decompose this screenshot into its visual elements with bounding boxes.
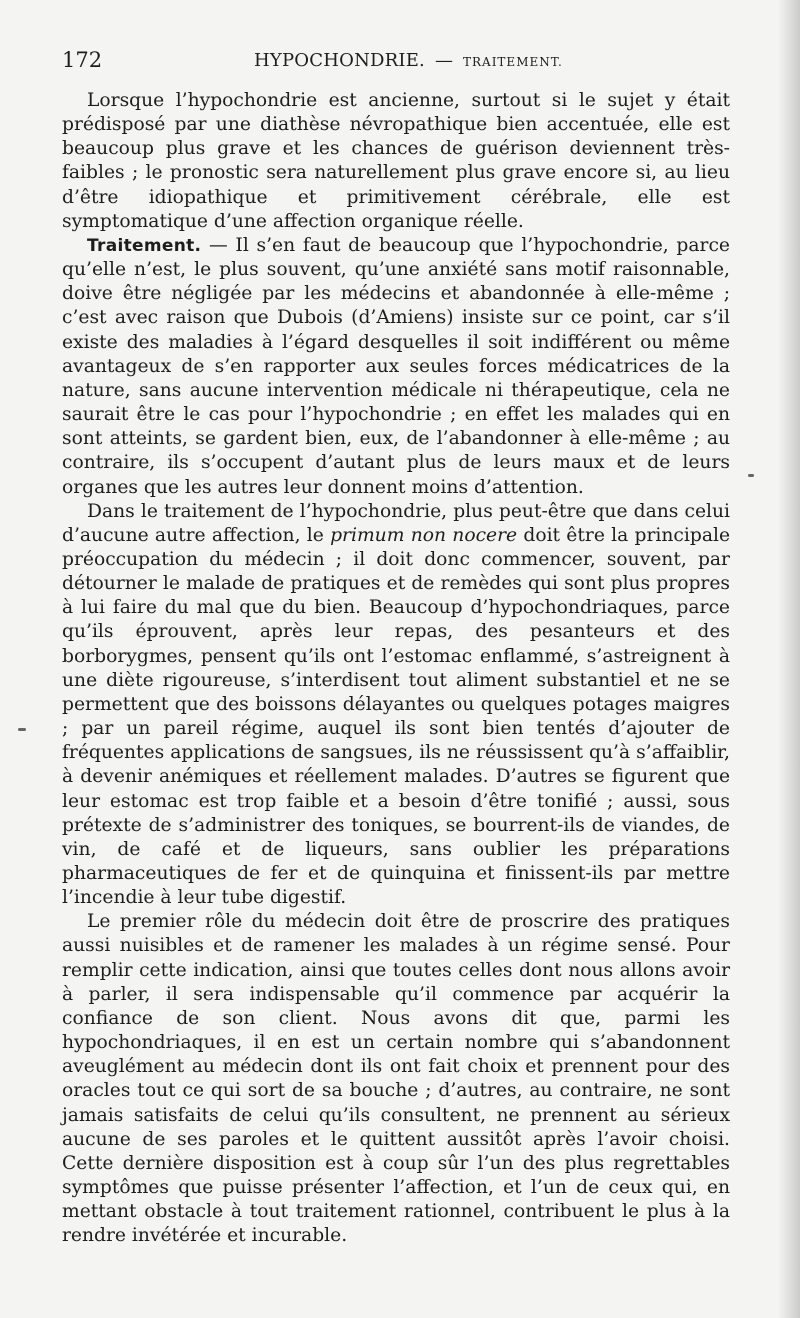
running-head-title: HYPOCHONDRIE. <box>254 50 425 71</box>
page-header <box>62 48 742 78</box>
margin-mark <box>748 474 754 477</box>
running-head-subtitle: TRAITEMENT. <box>462 55 563 69</box>
paragraph-treatment-intro <box>62 234 730 500</box>
latin-phrase: primum non nocere <box>330 524 518 546</box>
section-heading-traitement: Traitement. <box>87 235 202 256</box>
margin-mark <box>18 728 26 731</box>
running-head <box>254 50 563 71</box>
paragraph-primum-non-nocere <box>62 500 730 911</box>
paragraph-treatment-text: — Il s’en faut de beaucoup que l’hypochondrie, parce qu’elle n’est, le plus souvent, qu’une anxiété sans motif raisonnable, doive être négligée par les médecins et abandonnée à elle-même ; c’est avec raison que Dubois (d’Amiens) insiste sur ce point, car s’il existe des maladies à l’égard desquelles il soit indifférent ou même avantageux de s’en rapporter aux seules forces médicatrices de la nature, sans aucune intervention médicale ni thérapeutique, cela ne saurait être le cas pour l’hypochondrie ; en effet les malades qui en sont atteints, se gardent bien, eux, de l’abandonner à elle-même ; au contraire, ils s’occupent d’autant plus de leurs maux et de leurs organes que les autres leur donnent moins d’attention. <box>62 234 730 498</box>
paragraph-physician-role: Le premier rôle du médecin doit être de proscrire des pratiques aussi nuisibles et de ramener les malades à un régime sensé. Pour remplir cette indication, ainsi que toutes celles dont nous allons avoir à parler, il sera indispensable qu’il commence par acquérir la confiance de son client. Nous avons dit que, parmi les hypochondriaques, il en est un certain nombre qui s’abandonnent aveuglément au médecin dont ils ont fait choix et prennent pour des oracles tout ce qui sort de sa bouche ; d’autres, au contraire, ne sont jamais satisfaits de celui qu’ils consultent, ne prennent au sérieux aucune de ses paroles et le quittent aussitôt après l’avoir choisi. Cette dernière disposition est à coup sûr l’un des plus regrettables symptômes que puisse présenter l’affection, et l’un de ceux qui, en mettant obstacle à tout traitement rationnel, contribuent le plus à la rendre invétérée et incurable. <box>62 911 730 1247</box>
paragraph-prognosis: Lorsque l’hypochondrie est ancienne, surtout si le sujet y était prédisposé par une diathèse névropathique bien accentuée, elle est beaucoup plus grave et les chances de guérison deviennent très-faibles ; le pronostic sera naturellement plus grave encore si, au lieu d’être idiopathique et primitivement cérébrale, elle est symptomatique d’une affection organique réelle. <box>62 90 730 232</box>
page-number: 172 <box>62 48 103 72</box>
running-head-dash: — <box>434 50 453 71</box>
page-edge-shadow <box>778 0 800 1318</box>
paragraph-text-part: doit être la principale préoccupation du médecin ; il doit donc commencer, souvent, par détourner le malade de pratiques et de remèdes qui sont plus propres à lui faire du mal que du bien. Beaucoup d’hypochondriaques, parce qu’ils éprouvent, après leur repas, des pesanteurs et des borborygmes, pensent qu’ils ont l’estomac enflammé, s’astreignent à une diète rigoureuse, s’interdisent tout aliment substantiel et ne se permettent que des boissons délayantes ou quelques potages maigres ; par un pareil régime, auquel ils sont bien tentés d’ajouter de fréquentes applications de sangsues, ils ne réussissent qu’à s’affaiblir, à devenir anémiques et réellement malades. D’autres se figurent que leur estomac est trop faible et a besoin d’être tonifié ; aussi, sous prétexte de s’administrer des toniques, se bourrent-ils de viandes, de vin, de café et de liqueurs, sans oublier les préparations pharmaceutiques de fer et de quinquina et finissent-ils par mettre l’incendie à leur tube digestif. <box>62 524 730 909</box>
body-text <box>62 89 730 1249</box>
paragraph-text-part: Dans le traitement de l’hypochondrie, plus peut-être que dans celui d’aucune autre affection, le <box>62 500 730 546</box>
